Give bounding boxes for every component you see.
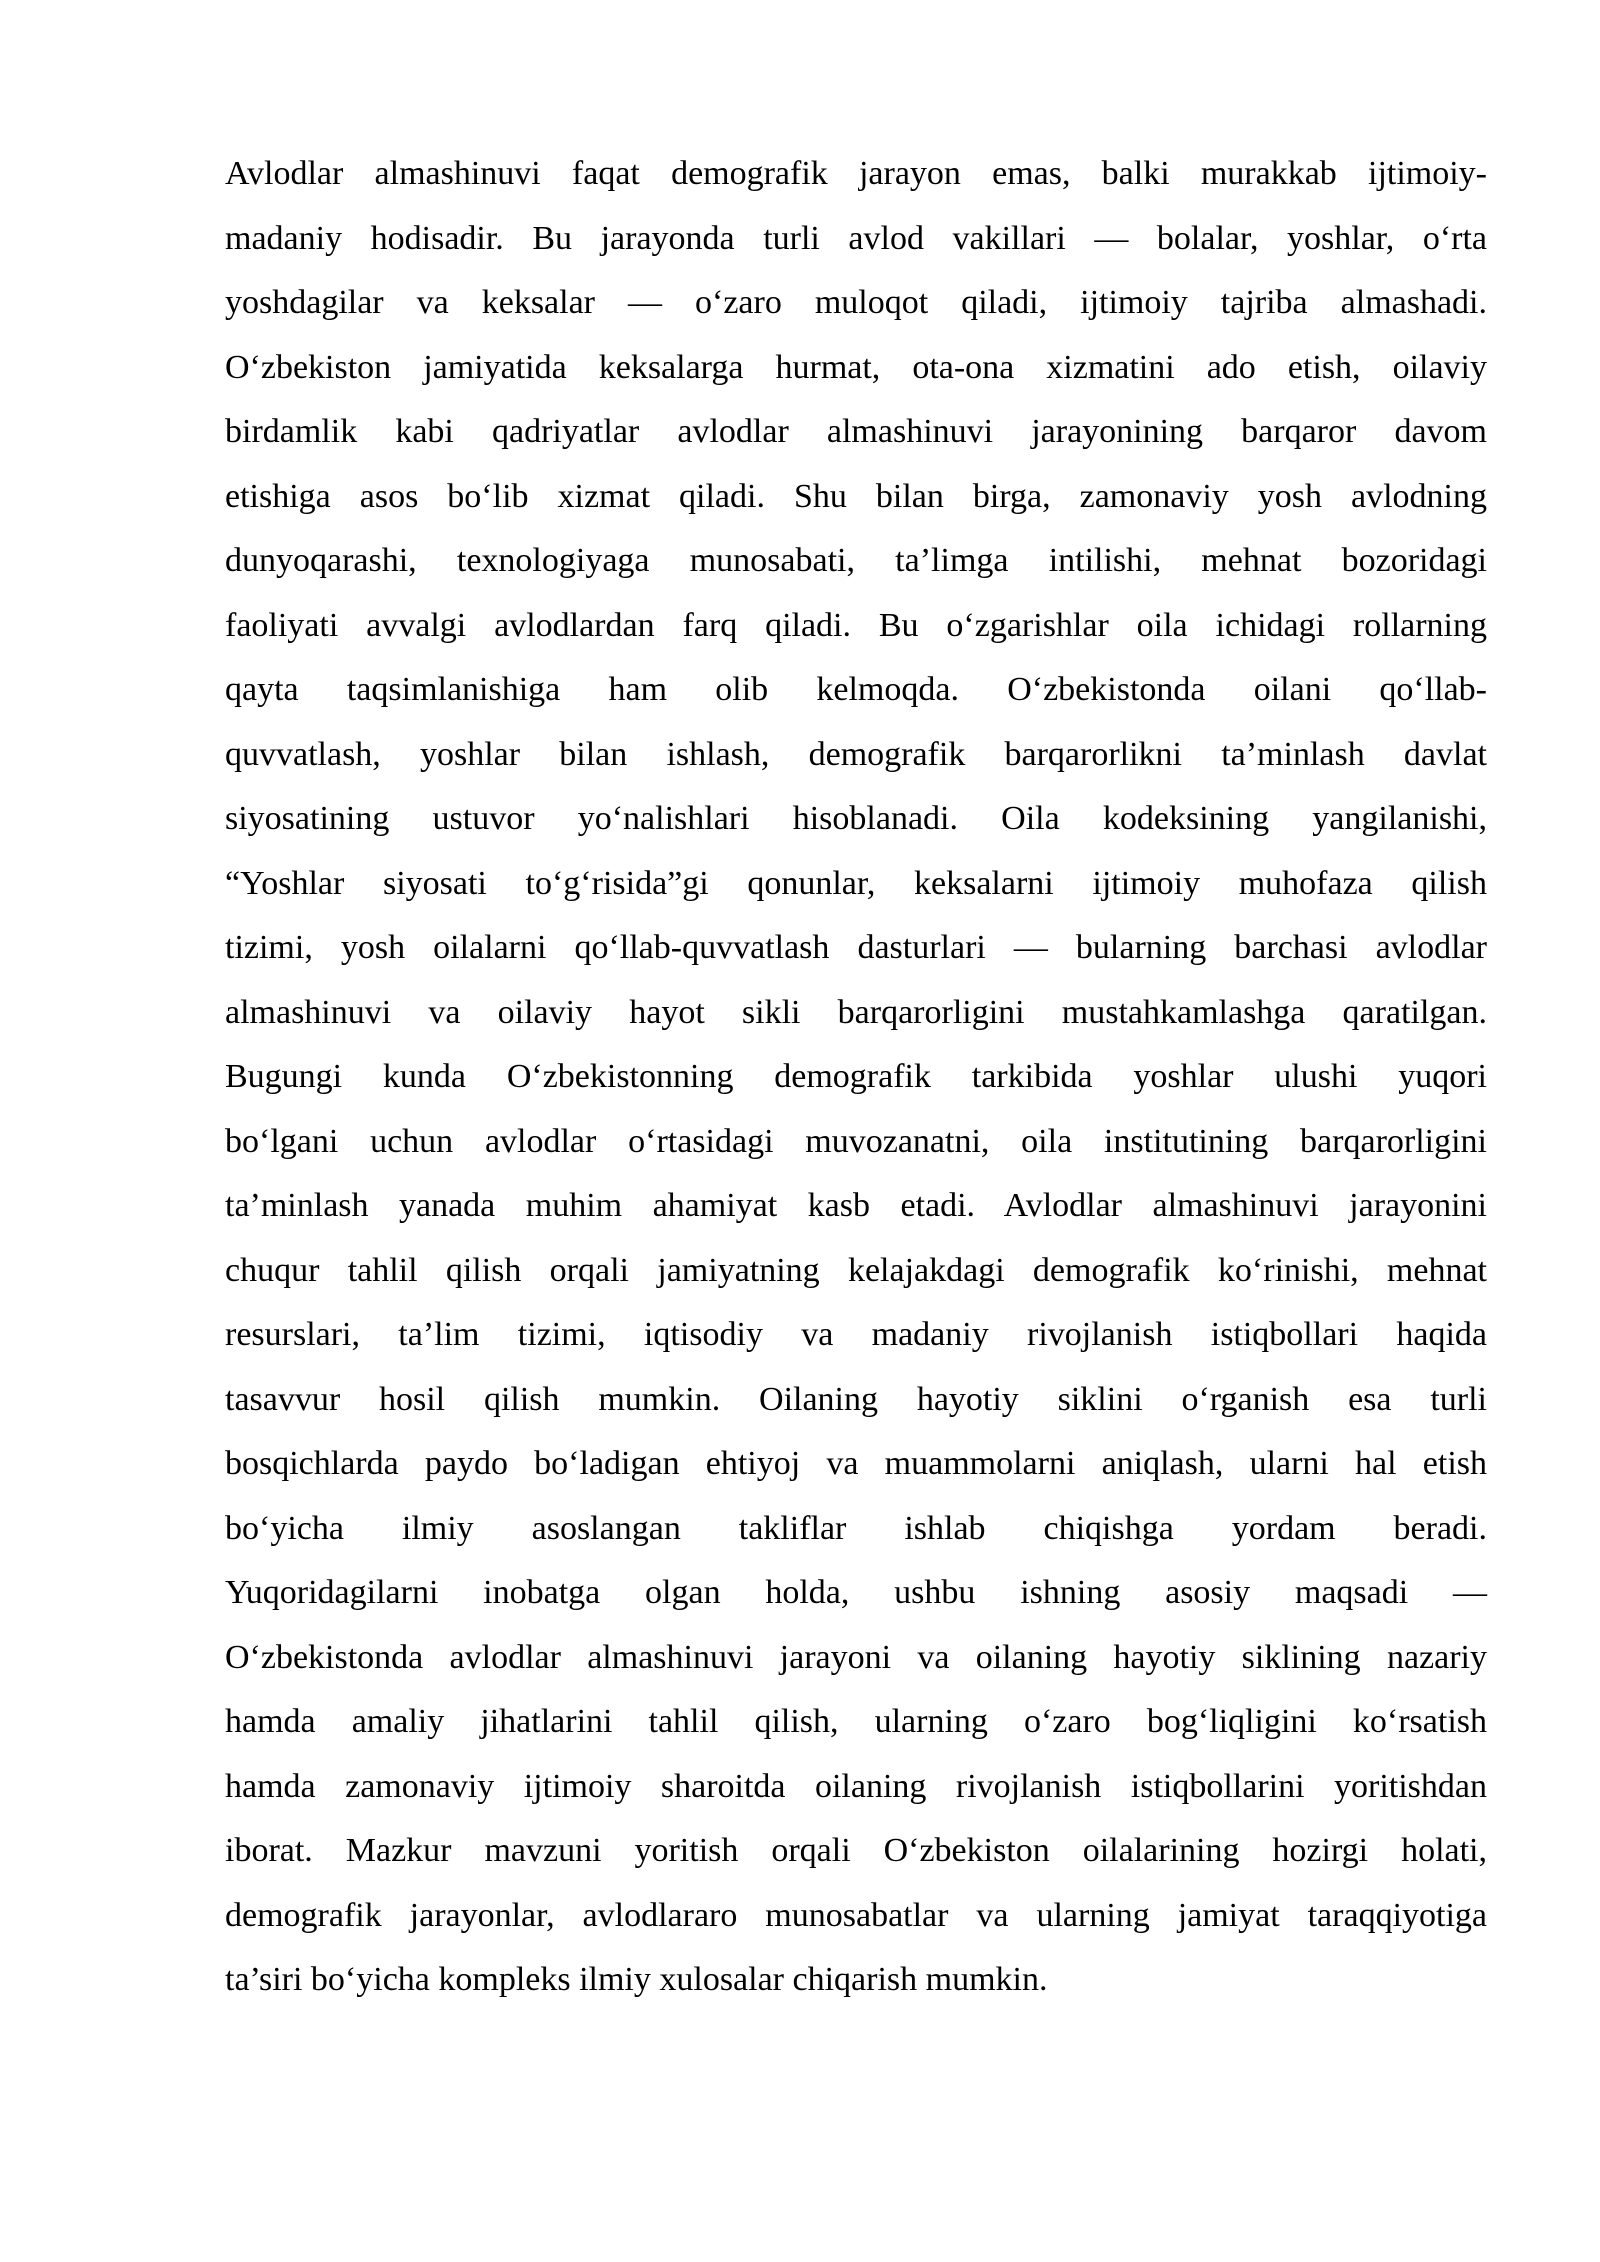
paragraph-line: yoshdagilar va keksalar — o‘zaro muloqot qiladi, ijtimoiy tajriba almashadi.: [225, 284, 1487, 321]
paragraph-line: resurslari, ta’lim tizimi, iqtisodiy va madaniy rivojlanish istiqbollari haqida: [225, 1316, 1487, 1353]
paragraph-line: ta’minlash yanada muhim ahamiyat kasb etadi. Avlodlar almashinuvi jarayonini: [225, 1187, 1487, 1224]
paragraph-line: qayta taqsimlanishiga ham olib kelmoqda. O‘zbekistonda oilani qo‘llab-: [225, 671, 1487, 708]
paragraph-line: etishiga asos bo‘lib xizmat qiladi. Shu bilan birga, zamonaviy yosh avlodning: [225, 477, 1487, 515]
paragraph-line: faoliyati avvalgi avlodlardan farq qiladi. Bu o‘zgarishlar oila ichidagi rollarning: [225, 606, 1487, 644]
paragraph-line: madaniy hodisadir. Bu jarayonda turli avlod vakillari — bolalar, yoshlar, o‘rta: [225, 219, 1487, 257]
paragraph-line: demografik jarayonlar, avlodlararo munosabatlar va ularning jamiyat taraqqiyotiga: [225, 1896, 1487, 1934]
paragraph-line: tizimi, yosh oilalarni qo‘llab-quvvatlash dasturlari — bularning barchasi avlodlar: [225, 929, 1487, 966]
paragraph-line: siyosatining ustuvor yo‘nalishlari hisoblanadi. Oila kodeksining yangilanishi,: [225, 800, 1487, 837]
paragraph-line: dunyoqarashi, texnologiyaga munosabati, ta’limga intilishi, mehnat bozoridagi: [225, 542, 1487, 579]
paragraph-line: hamda amaliy jihatlarini tahlil qilish, ularning o‘zaro bog‘liqligini ko‘rsatish: [225, 1703, 1487, 1740]
paragraph-line: Avlodlar almashinuvi faqat demografik jarayon emas, balki murakkab ijtimoiy-: [225, 155, 1487, 192]
paragraph-line: bo‘yicha ilmiy asoslangan takliflar ishlab chiqishga yordam beradi.: [225, 1509, 1487, 1547]
paragraph-line: hamda zamonaviy ijtimoiy sharoitda oilaning rivojlanish istiqbollarini yoritishdan: [225, 1767, 1487, 1805]
paragraph-line: “Yoshlar siyosati to‘g‘risida”gi qonunlar, keksalarni ijtimoiy muhofaza qilish: [225, 864, 1487, 902]
paragraph-line: almashinuvi va oilaviy hayot sikli barqarorligini mustahkamlashga qaratilgan.: [225, 993, 1487, 1031]
paragraph-line: O‘zbekistonda avlodlar almashinuvi jarayoni va oilaning hayotiy siklining nazariy: [225, 1638, 1487, 1676]
paragraph-line: Bugungi kunda O‘zbekistonning demografik tarkibida yoshlar ulushi yuqori: [225, 1058, 1487, 1095]
paragraph-line: bosqichlarda paydo bo‘ladigan ehtiyoj va muammolarni aniqlash, ularni hal etish: [225, 1445, 1487, 1482]
paragraph-line: O‘zbekiston jamiyatida keksalarga hurmat, ota-ona xizmatini ado etish, oilaviy: [225, 348, 1487, 386]
paragraph-line: ta’siri bo‘yicha kompleks ilmiy xulosalar chiqarish mumkin.: [225, 1961, 1048, 1998]
paragraph-line: chuqur tahlil qilish orqali jamiyatning kelajakdagi demografik ko‘rinishi, mehnat: [225, 1251, 1487, 1289]
paragraph-line: Yuqoridagilarni inobatga olgan holda, ushbu ishning asosiy maqsadi —: [225, 1574, 1487, 1611]
body-paragraph: [225, 142, 1487, 2013]
paragraph-line: iborat. Mazkur mavzuni yoritish orqali O‘zbekiston oilalarining hozirgi holati,: [225, 1832, 1487, 1869]
paragraph-line: tasavvur hosil qilish mumkin. Oilaning hayotiy siklini o‘rganish esa turli: [225, 1380, 1487, 1418]
paragraph-line: bo‘lgani uchun avlodlar o‘rtasidagi muvozanatni, oila institutining barqarorligini: [225, 1122, 1487, 1160]
paragraph-line: birdamlik kabi qadriyatlar avlodlar almashinuvi jarayonining barqaror davom: [225, 413, 1487, 450]
paragraph-line: quvvatlash, yoshlar bilan ishlash, demografik barqarorlikni ta’minlash davlat: [225, 735, 1487, 773]
